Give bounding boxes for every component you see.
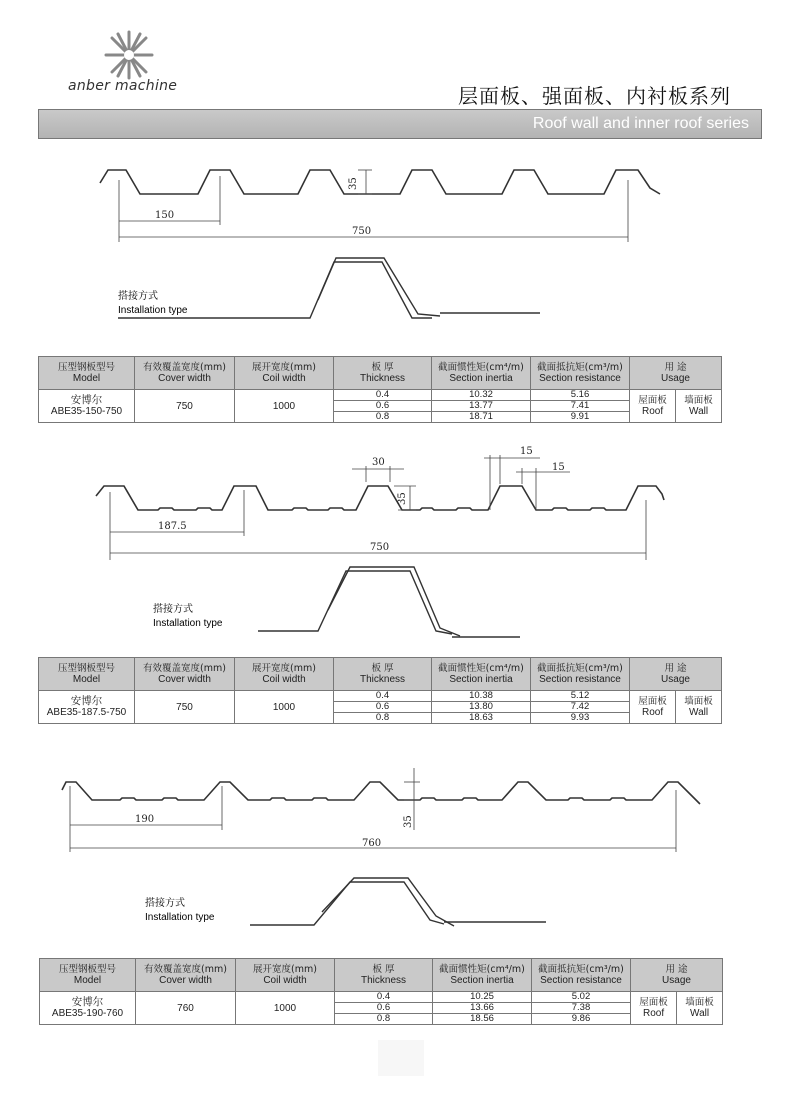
header-section-resistance: 截面抵抗矩(cm³/m) Section resistance <box>531 357 630 390</box>
brand-name: anber machine <box>68 78 178 94</box>
cover-width-cell: 750 <box>135 691 235 724</box>
thickness-cell: 0.4 <box>334 390 432 401</box>
header-section-inertia: 截面惯性矩(cm⁴/m) Section inertia <box>432 658 531 691</box>
header-cover-width: 有效覆盖宽度(mm) Cover width <box>136 959 236 992</box>
banner-title: Roof wall and inner roof series <box>532 115 749 132</box>
usage-roof-cell: 屋面板 Roof <box>630 390 676 423</box>
table-row <box>40 992 723 1003</box>
coil-width-cell: 1000 <box>235 691 334 724</box>
usage-wall-cell: 墙面板 Wall <box>676 691 722 724</box>
profile-2-rib1-label: 15 <box>520 446 533 457</box>
profile-3-installation-en: Installation type <box>145 912 215 923</box>
header-thickness: 板 厚 Thickness <box>335 959 433 992</box>
profile-1-total-label: 750 <box>352 226 372 237</box>
profile-1-height-label: 35 <box>348 177 359 190</box>
usage-wall-cell: 墙面板 Wall <box>676 390 722 423</box>
header-usage: 用 途 Usage <box>630 357 722 390</box>
thickness-cell: 0.8 <box>334 713 432 724</box>
thickness-cell: 0.6 <box>334 702 432 713</box>
cover-width-cell: 750 <box>135 390 235 423</box>
profile-2-pitch-label: 187.5 <box>158 521 187 532</box>
header-section-resistance: 截面抵抗矩(cm³/m) Section resistance <box>532 959 631 992</box>
profile-3-installation-cn: 搭接方式 <box>145 898 185 909</box>
profile-3-total-label: 760 <box>362 838 382 849</box>
profile-3-height-label: 35 <box>403 815 414 828</box>
profile-3-spec-table <box>39 958 723 1025</box>
header-section-inertia: 截面惯性矩(cm⁴/m) Section inertia <box>432 357 531 390</box>
model-cell: 安博尔 ABE35-190-760 <box>40 992 136 1025</box>
usage-roof-cell: 屋面板 Roof <box>630 691 676 724</box>
header-usage: 用 途 Usage <box>631 959 723 992</box>
profile-2-rib2-label: 15 <box>552 462 565 473</box>
footer-shade <box>378 1040 424 1076</box>
usage-wall-cell: 墙面板 Wall <box>677 992 723 1025</box>
header-section-inertia: 截面惯性矩(cm⁴/m) Section inertia <box>433 959 532 992</box>
header-cover-width: 有效覆盖宽度(mm) Cover width <box>135 658 235 691</box>
header-model: 压型钢板型号 Model <box>39 658 135 691</box>
thickness-cell: 0.8 <box>334 412 432 423</box>
usage-roof-cell: 屋面板 Roof <box>631 992 677 1025</box>
profile-2-total-label: 750 <box>370 542 390 553</box>
page-title: 层面板、强面板、内衬板系列 <box>458 84 731 108</box>
resistance-cell: 7.42 <box>531 702 630 713</box>
inertia-cell: 10.25 <box>433 992 532 1003</box>
profile-3-section <box>62 782 700 804</box>
resistance-cell: 5.16 <box>531 390 630 401</box>
model-cell: 安博尔 ABE35-187.5-750 <box>39 691 135 724</box>
header-model: 压型钢板型号 Model <box>39 357 135 390</box>
inertia-cell: 18.63 <box>432 713 531 724</box>
inertia-cell: 18.71 <box>432 412 531 423</box>
inertia-cell: 10.38 <box>432 691 531 702</box>
header-cover-width: 有效覆盖宽度(mm) Cover width <box>135 357 235 390</box>
profile-3-pitch-label: 190 <box>135 814 155 825</box>
resistance-cell: 9.93 <box>531 713 630 724</box>
inertia-cell: 18.56 <box>433 1014 532 1025</box>
inertia-cell: 13.80 <box>432 702 531 713</box>
coil-width-cell: 1000 <box>235 390 334 423</box>
profile-2-top-label: 30 <box>372 457 385 468</box>
table-header-row <box>40 959 723 992</box>
header-coil-width: 展开宽度(mm) Coil width <box>236 959 335 992</box>
profile-1-installation-en: Installation type <box>118 305 188 316</box>
header-model: 压型钢板型号 Model <box>40 959 136 992</box>
resistance-cell: 7.38 <box>532 1003 631 1014</box>
thickness-cell: 0.4 <box>335 992 433 1003</box>
profile-2-installation-cn: 搭接方式 <box>153 604 193 615</box>
inertia-cell: 13.77 <box>432 401 531 412</box>
inertia-cell: 13.66 <box>433 1003 532 1014</box>
profile-2-installation-en: Installation type <box>153 618 223 629</box>
header-thickness: 板 厚 Thickness <box>334 658 432 691</box>
thickness-cell: 0.6 <box>334 401 432 412</box>
resistance-cell: 7.41 <box>531 401 630 412</box>
resistance-cell: 9.86 <box>532 1014 631 1025</box>
model-cell: 安博尔 ABE35-150-750 <box>39 390 135 423</box>
header-usage: 用 途 Usage <box>630 658 722 691</box>
thickness-cell: 0.4 <box>334 691 432 702</box>
header-coil-width: 展开宽度(mm) Coil width <box>235 357 334 390</box>
thickness-cell: 0.6 <box>335 1003 433 1014</box>
resistance-cell: 5.02 <box>532 992 631 1003</box>
header-section-resistance: 截面抵抗矩(cm³/m) Section resistance <box>531 658 630 691</box>
thickness-cell: 0.8 <box>335 1014 433 1025</box>
profile-1-installation-cn: 搭接方式 <box>118 291 158 302</box>
coil-width-cell: 1000 <box>236 992 335 1025</box>
profile-1-pitch-label: 150 <box>155 210 175 221</box>
resistance-cell: 5.12 <box>531 691 630 702</box>
inertia-cell: 10.32 <box>432 390 531 401</box>
header-thickness: 板 厚 Thickness <box>334 357 432 390</box>
cover-width-cell: 760 <box>136 992 236 1025</box>
profile-3-installation-detail <box>250 878 546 926</box>
resistance-cell: 9.91 <box>531 412 630 423</box>
profile-2-height-label: 35 <box>397 492 408 505</box>
header-coil-width: 展开宽度(mm) Coil width <box>235 658 334 691</box>
